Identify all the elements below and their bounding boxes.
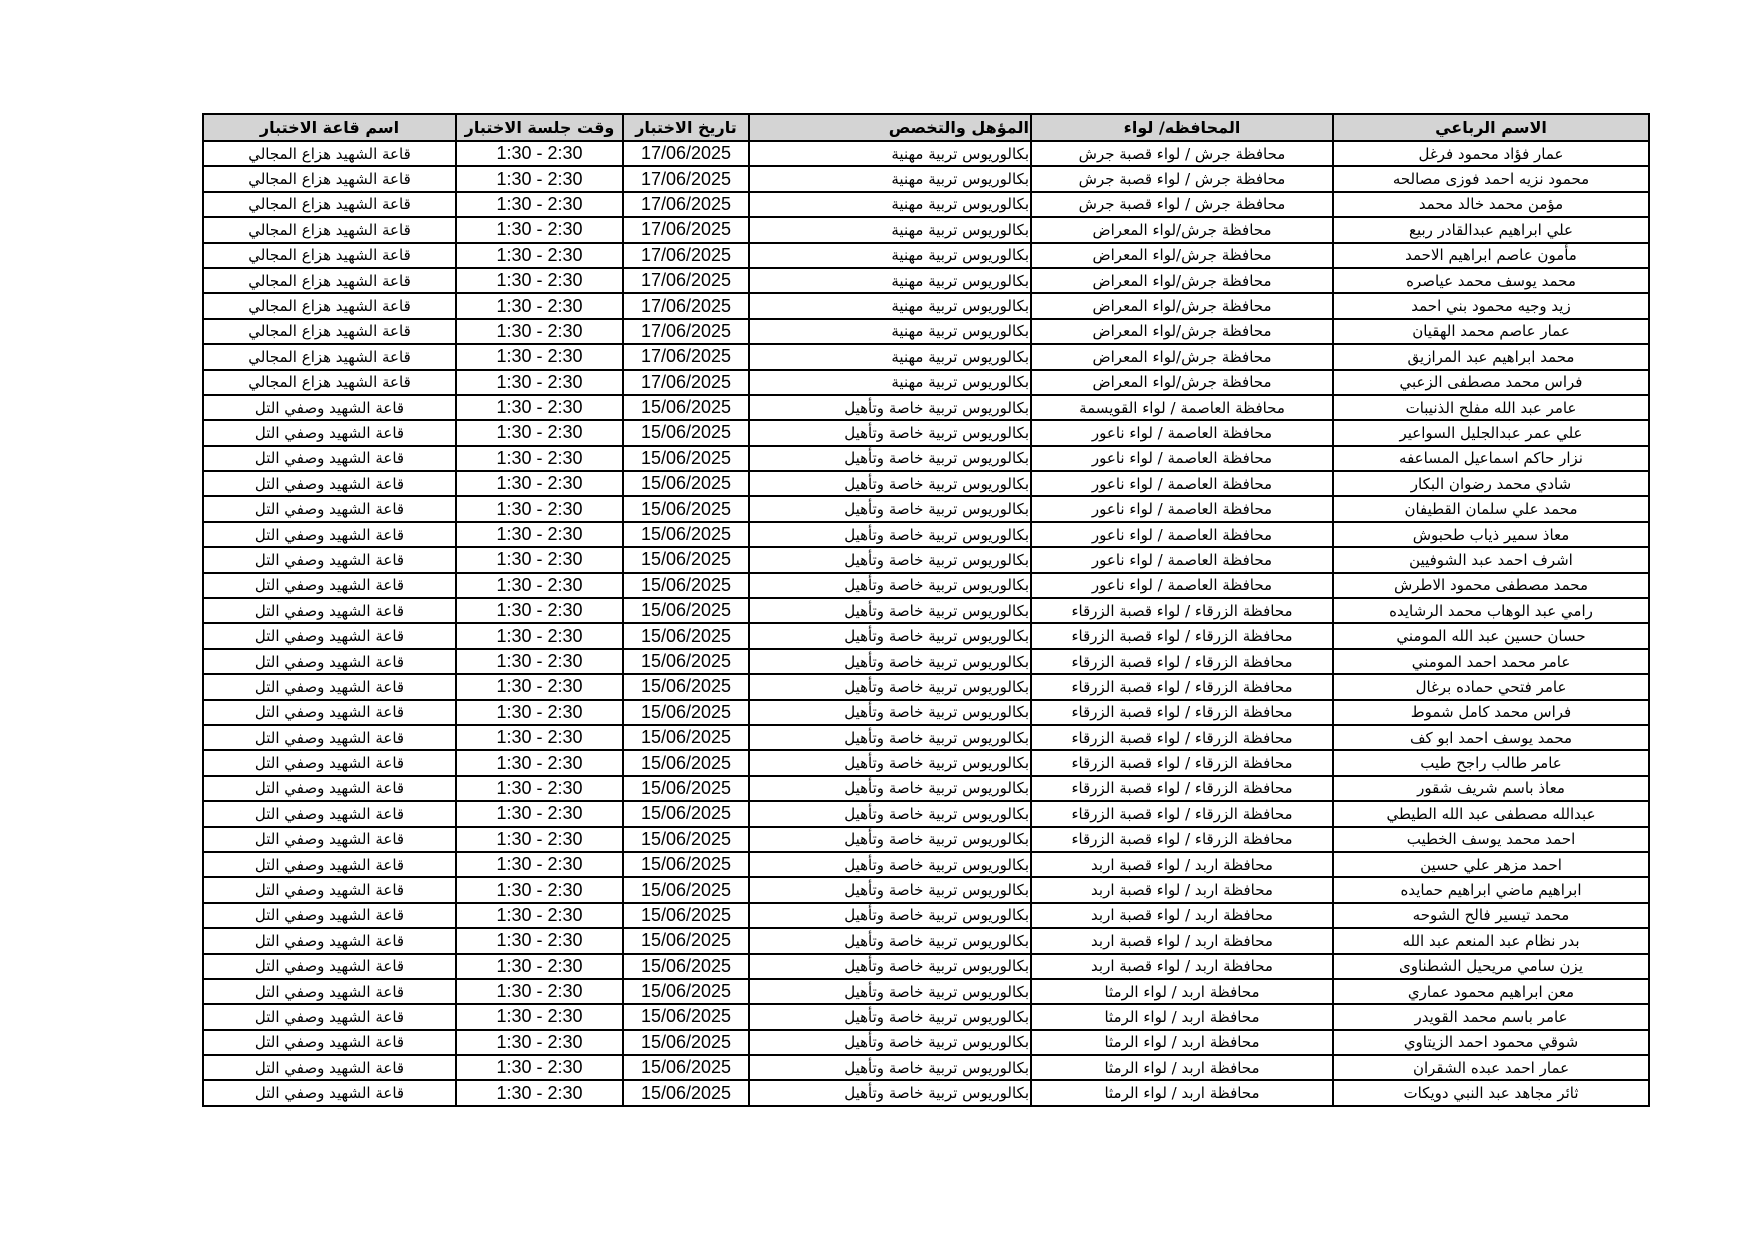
cell-name: معن ابراهيم محمود عماري (1333, 979, 1649, 1004)
column-header-date: تاريخ الاختبار (623, 114, 749, 141)
cell-date: 17/06/2025 (623, 192, 749, 217)
cell-governorate: محافظة جرش/لواء المعراض (1031, 243, 1333, 268)
table-body (203, 141, 1649, 1106)
table-row (203, 573, 1649, 598)
cell-name: نزار حاكم اسماعيل المساعفه (1333, 446, 1649, 471)
cell-governorate: محافظة اربد / لواء قصبة اربد (1031, 903, 1333, 928)
cell-date: 15/06/2025 (623, 623, 749, 648)
cell-date: 17/06/2025 (623, 370, 749, 395)
cell-time: 1:30 - 2:30 (456, 446, 623, 471)
cell-qualification: بكالوريوس تربية خاصة وتأهيل (749, 547, 1031, 572)
cell-governorate: محافظة اربد / لواء قصبة اربد (1031, 852, 1333, 877)
cell-qualification: بكالوريوس تربية خاصة وتأهيل (749, 573, 1031, 598)
cell-date: 15/06/2025 (623, 877, 749, 902)
cell-hall: قاعة الشهيد هزاع المجالي (203, 141, 456, 166)
table-row (203, 370, 1649, 395)
cell-hall: قاعة الشهيد وصفي التل (203, 877, 456, 902)
cell-date: 15/06/2025 (623, 496, 749, 521)
cell-hall: قاعة الشهيد وصفي التل (203, 801, 456, 826)
cell-hall: قاعة الشهيد وصفي التل (203, 979, 456, 1004)
cell-name: عامر باسم محمد القويدر (1333, 1004, 1649, 1029)
cell-hall: قاعة الشهيد هزاع المجالي (203, 319, 456, 344)
table-row (203, 395, 1649, 420)
cell-hall: قاعة الشهيد وصفي التل (203, 446, 456, 471)
cell-date: 17/06/2025 (623, 319, 749, 344)
cell-date: 15/06/2025 (623, 471, 749, 496)
cell-hall: قاعة الشهيد وصفي التل (203, 903, 456, 928)
table-row (203, 166, 1649, 191)
cell-qualification: بكالوريوس تربية مهنية (749, 192, 1031, 217)
cell-governorate: محافظة الزرقاء / لواء قصبة الزرقاء (1031, 750, 1333, 775)
cell-name: محمد ابراهيم عبد المرازيق (1333, 344, 1649, 369)
table-row (203, 954, 1649, 979)
cell-date: 15/06/2025 (623, 395, 749, 420)
cell-name: محمد يوسف محمد عياصره (1333, 268, 1649, 293)
cell-time: 1:30 - 2:30 (456, 827, 623, 852)
cell-governorate: محافظة جرش/لواء المعراض (1031, 370, 1333, 395)
cell-qualification: بكالوريوس تربية مهنية (749, 141, 1031, 166)
cell-qualification: بكالوريوس تربية خاصة وتأهيل (749, 725, 1031, 750)
cell-qualification: بكالوريوس تربية خاصة وتأهيل (749, 827, 1031, 852)
cell-qualification: بكالوريوس تربية مهنية (749, 243, 1031, 268)
cell-date: 15/06/2025 (623, 928, 749, 953)
cell-governorate: محافظة الزرقاء / لواء قصبة الزرقاء (1031, 674, 1333, 699)
cell-governorate: محافظة الزرقاء / لواء قصبة الزرقاء (1031, 623, 1333, 648)
cell-hall: قاعة الشهيد وصفي التل (203, 776, 456, 801)
cell-hall: قاعة الشهيد وصفي التل (203, 547, 456, 572)
table-row (203, 801, 1649, 826)
cell-name: فراس محمد مصطفى الزعبي (1333, 370, 1649, 395)
cell-name: عبدالله مصطفى عبد الله الطيطي (1333, 801, 1649, 826)
table-row (203, 877, 1649, 902)
cell-name: بدر نظام عبد المنعم عبد الله (1333, 928, 1649, 953)
table-row (203, 623, 1649, 648)
cell-qualification: بكالوريوس تربية خاصة وتأهيل (749, 1004, 1031, 1029)
cell-qualification: بكالوريوس تربية خاصة وتأهيل (749, 1055, 1031, 1080)
cell-hall: قاعة الشهيد وصفي التل (203, 573, 456, 598)
table-row (203, 700, 1649, 725)
cell-time: 1:30 - 2:30 (456, 420, 623, 445)
cell-hall: قاعة الشهيد وصفي التل (203, 954, 456, 979)
table-row (203, 268, 1649, 293)
cell-name: ابراهيم ماضي ابراهيم حمايده (1333, 877, 1649, 902)
cell-hall: قاعة الشهيد وصفي التل (203, 471, 456, 496)
cell-hall: قاعة الشهيد وصفي التل (203, 598, 456, 623)
cell-hall: قاعة الشهيد وصفي التل (203, 852, 456, 877)
cell-hall: قاعة الشهيد هزاع المجالي (203, 243, 456, 268)
cell-governorate: محافظة الزرقاء / لواء قصبة الزرقاء (1031, 776, 1333, 801)
cell-date: 15/06/2025 (623, 1030, 749, 1055)
cell-name: اشرف احمد عبد الشوفيين (1333, 547, 1649, 572)
cell-qualification: بكالوريوس تربية خاصة وتأهيل (749, 674, 1031, 699)
cell-date: 15/06/2025 (623, 725, 749, 750)
cell-name: فراس محمد كامل شموط (1333, 700, 1649, 725)
cell-governorate: محافظة اربد / لواء الرمثا (1031, 1080, 1333, 1106)
cell-date: 15/06/2025 (623, 573, 749, 598)
cell-time: 1:30 - 2:30 (456, 344, 623, 369)
cell-governorate: محافظة العاصمة / لواء ناعور (1031, 420, 1333, 445)
cell-name: محمد تيسير فالح الشوحه (1333, 903, 1649, 928)
cell-name: علي عمر عبدالجليل السواعير (1333, 420, 1649, 445)
table-row (203, 344, 1649, 369)
cell-hall: قاعة الشهيد وصفي التل (203, 725, 456, 750)
cell-hall: قاعة الشهيد وصفي التل (203, 522, 456, 547)
cell-name: عمار فؤاد محمود فرغل (1333, 141, 1649, 166)
cell-name: محمد يوسف احمد ابو كف (1333, 725, 1649, 750)
cell-date: 17/06/2025 (623, 344, 749, 369)
table-row (203, 446, 1649, 471)
cell-hall: قاعة الشهيد وصفي التل (203, 420, 456, 445)
column-header-hall: اسم قاعة الاختبار (203, 114, 456, 141)
cell-time: 1:30 - 2:30 (456, 776, 623, 801)
table-row (203, 1055, 1649, 1080)
cell-time: 1:30 - 2:30 (456, 598, 623, 623)
cell-governorate: محافظة العاصمة / لواء ناعور (1031, 446, 1333, 471)
cell-governorate: محافظة اربد / لواء قصبة اربد (1031, 877, 1333, 902)
cell-name: زيد وجيه محمود بني احمد (1333, 293, 1649, 318)
cell-qualification: بكالوريوس تربية خاصة وتأهيل (749, 598, 1031, 623)
cell-hall: قاعة الشهيد هزاع المجالي (203, 344, 456, 369)
cell-governorate: محافظة اربد / لواء قصبة اربد (1031, 928, 1333, 953)
table-row (203, 293, 1649, 318)
cell-name: معاذ سمير ذياب طحبوش (1333, 522, 1649, 547)
cell-name: ثائر مجاهد عبد النبي دويكات (1333, 1080, 1649, 1106)
table-row (203, 496, 1649, 521)
column-header-governorate: المحافظه/ لواء (1031, 114, 1333, 141)
cell-governorate: محافظة العاصمة / لواء ناعور (1031, 496, 1333, 521)
cell-hall: قاعة الشهيد وصفي التل (203, 750, 456, 775)
cell-name: مؤمن محمد خالد محمد (1333, 192, 1649, 217)
cell-time: 1:30 - 2:30 (456, 700, 623, 725)
cell-hall: قاعة الشهيد وصفي التل (203, 827, 456, 852)
cell-qualification: بكالوريوس تربية خاصة وتأهيل (749, 954, 1031, 979)
cell-governorate: محافظة الزرقاء / لواء قصبة الزرقاء (1031, 801, 1333, 826)
cell-governorate: محافظة الزرقاء / لواء قصبة الزرقاء (1031, 700, 1333, 725)
cell-hall: قاعة الشهيد وصفي التل (203, 496, 456, 521)
cell-qualification: بكالوريوس تربية خاصة وتأهيل (749, 928, 1031, 953)
cell-qualification: بكالوريوس تربية خاصة وتأهيل (749, 496, 1031, 521)
cell-hall: قاعة الشهيد وصفي التل (203, 1080, 456, 1106)
cell-qualification: بكالوريوس تربية خاصة وتأهيل (749, 446, 1031, 471)
cell-name: محمد مصطفى محمود الاطرش (1333, 573, 1649, 598)
cell-qualification: بكالوريوس تربية خاصة وتأهيل (749, 903, 1031, 928)
cell-qualification: بكالوريوس تربية خاصة وتأهيل (749, 623, 1031, 648)
cell-date: 15/06/2025 (623, 1004, 749, 1029)
cell-hall: قاعة الشهيد وصفي التل (203, 928, 456, 953)
cell-time: 1:30 - 2:30 (456, 573, 623, 598)
cell-name: حسان حسين عبد الله المومني (1333, 623, 1649, 648)
table-row (203, 776, 1649, 801)
cell-qualification: بكالوريوس تربية خاصة وتأهيل (749, 979, 1031, 1004)
table-row (203, 1030, 1649, 1055)
cell-qualification: بكالوريوس تربية خاصة وتأهيل (749, 1030, 1031, 1055)
cell-name: عمار عاصم محمد الهقيان (1333, 319, 1649, 344)
cell-hall: قاعة الشهيد وصفي التل (203, 1030, 456, 1055)
cell-name: احمد مزهر علي حسين (1333, 852, 1649, 877)
column-header-time: وقت جلسة الاختبار (456, 114, 623, 141)
cell-hall: قاعة الشهيد هزاع المجالي (203, 217, 456, 242)
cell-hall: قاعة الشهيد وصفي التل (203, 1004, 456, 1029)
cell-hall: قاعة الشهيد وصفي التل (203, 700, 456, 725)
cell-name: عامر محمد احمد المومني (1333, 649, 1649, 674)
cell-governorate: محافظة جرش/لواء المعراض (1031, 268, 1333, 293)
cell-name: شوقي محمود احمد الزيتاوي (1333, 1030, 1649, 1055)
cell-name: رامي عبد الوهاب محمد الرشايده (1333, 598, 1649, 623)
cell-qualification: بكالوريوس تربية مهنية (749, 293, 1031, 318)
table-row (203, 928, 1649, 953)
cell-governorate: محافظة جرش/لواء المعراض (1031, 293, 1333, 318)
cell-governorate: محافظة جرش/لواء المعراض (1031, 344, 1333, 369)
cell-time: 1:30 - 2:30 (456, 903, 623, 928)
table-row (203, 903, 1649, 928)
cell-date: 15/06/2025 (623, 700, 749, 725)
cell-time: 1:30 - 2:30 (456, 979, 623, 1004)
cell-qualification: بكالوريوس تربية مهنية (749, 166, 1031, 191)
header-row (203, 114, 1649, 141)
cell-governorate: محافظة جرش / لواء قصبة جرش (1031, 166, 1333, 191)
cell-time: 1:30 - 2:30 (456, 928, 623, 953)
cell-name: عامر عبد الله مفلح الذنيبات (1333, 395, 1649, 420)
cell-time: 1:30 - 2:30 (456, 319, 623, 344)
table-row (203, 522, 1649, 547)
cell-name: عامر طالب راجح طيب (1333, 750, 1649, 775)
cell-qualification: بكالوريوس تربية خاصة وتأهيل (749, 801, 1031, 826)
cell-qualification: بكالوريوس تربية خاصة وتأهيل (749, 649, 1031, 674)
column-header-name: الاسم الرباعي (1333, 114, 1649, 141)
cell-date: 15/06/2025 (623, 750, 749, 775)
cell-date: 15/06/2025 (623, 446, 749, 471)
table-row (203, 217, 1649, 242)
cell-qualification: بكالوريوس تربية خاصة وتأهيل (749, 471, 1031, 496)
cell-time: 1:30 - 2:30 (456, 877, 623, 902)
cell-time: 1:30 - 2:30 (456, 217, 623, 242)
cell-governorate: محافظة الزرقاء / لواء قصبة الزرقاء (1031, 725, 1333, 750)
cell-qualification: بكالوريوس تربية خاصة وتأهيل (749, 750, 1031, 775)
cell-date: 15/06/2025 (623, 852, 749, 877)
cell-date: 15/06/2025 (623, 522, 749, 547)
cell-name: عامر فتحي حماده برغال (1333, 674, 1649, 699)
cell-time: 1:30 - 2:30 (456, 166, 623, 191)
cell-qualification: بكالوريوس تربية مهنية (749, 344, 1031, 369)
table-row (203, 852, 1649, 877)
table-row (203, 979, 1649, 1004)
cell-date: 15/06/2025 (623, 547, 749, 572)
cell-time: 1:30 - 2:30 (456, 141, 623, 166)
cell-time: 1:30 - 2:30 (456, 370, 623, 395)
cell-name: محمد علي سلمان القطيفان (1333, 496, 1649, 521)
cell-name: مأمون عاصم ابراهيم الاحمد (1333, 243, 1649, 268)
cell-time: 1:30 - 2:30 (456, 954, 623, 979)
cell-hall: قاعة الشهيد وصفي التل (203, 395, 456, 420)
table-row (203, 471, 1649, 496)
cell-governorate: محافظة الزرقاء / لواء قصبة الزرقاء (1031, 598, 1333, 623)
cell-time: 1:30 - 2:30 (456, 649, 623, 674)
cell-governorate: محافظة اربد / لواء قصبة اربد (1031, 954, 1333, 979)
table-row (203, 598, 1649, 623)
cell-time: 1:30 - 2:30 (456, 547, 623, 572)
cell-date: 17/06/2025 (623, 141, 749, 166)
cell-date: 15/06/2025 (623, 674, 749, 699)
cell-time: 1:30 - 2:30 (456, 243, 623, 268)
cell-governorate: محافظة الزرقاء / لواء قصبة الزرقاء (1031, 827, 1333, 852)
cell-hall: قاعة الشهيد هزاع المجالي (203, 192, 456, 217)
cell-name: محمود نزيه احمد فوزى مصالحه (1333, 166, 1649, 191)
cell-date: 15/06/2025 (623, 954, 749, 979)
cell-time: 1:30 - 2:30 (456, 471, 623, 496)
cell-date: 15/06/2025 (623, 827, 749, 852)
column-header-qualification: المؤهل والتخصص (749, 114, 1031, 141)
table-row (203, 674, 1649, 699)
cell-qualification: بكالوريوس تربية خاصة وتأهيل (749, 1080, 1031, 1106)
cell-hall: قاعة الشهيد هزاع المجالي (203, 166, 456, 191)
cell-governorate: محافظة العاصمة / لواء ناعور (1031, 522, 1333, 547)
cell-date: 15/06/2025 (623, 979, 749, 1004)
cell-name: احمد محمد يوسف الخطيب (1333, 827, 1649, 852)
cell-time: 1:30 - 2:30 (456, 801, 623, 826)
cell-time: 1:30 - 2:30 (456, 725, 623, 750)
table-row (203, 420, 1649, 445)
cell-time: 1:30 - 2:30 (456, 522, 623, 547)
cell-governorate: محافظة جرش / لواء قصبة جرش (1031, 192, 1333, 217)
cell-governorate: محافظة العاصمة / لواء ناعور (1031, 547, 1333, 572)
cell-name: يزن سامي مريحيل الشطناوى (1333, 954, 1649, 979)
table-row (203, 1080, 1649, 1106)
cell-qualification: بكالوريوس تربية خاصة وتأهيل (749, 420, 1031, 445)
cell-qualification: بكالوريوس تربية مهنية (749, 319, 1031, 344)
cell-name: عمار احمد عبده الشقران (1333, 1055, 1649, 1080)
cell-governorate: محافظة اربد / لواء الرمثا (1031, 1030, 1333, 1055)
cell-governorate: محافظة العاصمة / لواء ناعور (1031, 573, 1333, 598)
cell-qualification: بكالوريوس تربية خاصة وتأهيل (749, 877, 1031, 902)
cell-time: 1:30 - 2:30 (456, 496, 623, 521)
table-row (203, 725, 1649, 750)
cell-time: 1:30 - 2:30 (456, 1080, 623, 1106)
cell-governorate: محافظة جرش/لواء المعراض (1031, 217, 1333, 242)
cell-time: 1:30 - 2:30 (456, 1055, 623, 1080)
cell-qualification: بكالوريوس تربية مهنية (749, 370, 1031, 395)
cell-time: 1:30 - 2:30 (456, 1004, 623, 1029)
cell-hall: قاعة الشهيد هزاع المجالي (203, 293, 456, 318)
cell-governorate: محافظة العاصمة / لواء ناعور (1031, 471, 1333, 496)
cell-qualification: بكالوريوس تربية مهنية (749, 217, 1031, 242)
cell-date: 17/06/2025 (623, 293, 749, 318)
cell-hall: قاعة الشهيد وصفي التل (203, 623, 456, 648)
cell-qualification: بكالوريوس تربية خاصة وتأهيل (749, 700, 1031, 725)
cell-date: 15/06/2025 (623, 1080, 749, 1106)
cell-qualification: بكالوريوس تربية خاصة وتأهيل (749, 522, 1031, 547)
cell-hall: قاعة الشهيد وصفي التل (203, 674, 456, 699)
cell-date: 15/06/2025 (623, 903, 749, 928)
cell-qualification: بكالوريوس تربية خاصة وتأهيل (749, 852, 1031, 877)
cell-name: شادي محمد رضوان البكار (1333, 471, 1649, 496)
cell-date: 15/06/2025 (623, 801, 749, 826)
table-row (203, 1004, 1649, 1029)
cell-time: 1:30 - 2:30 (456, 192, 623, 217)
cell-time: 1:30 - 2:30 (456, 395, 623, 420)
cell-name: معاذ باسم شريف شقور (1333, 776, 1649, 801)
cell-hall: قاعة الشهيد وصفي التل (203, 649, 456, 674)
cell-qualification: بكالوريوس تربية خاصة وتأهيل (749, 776, 1031, 801)
cell-hall: قاعة الشهيد هزاع المجالي (203, 370, 456, 395)
cell-governorate: محافظة اربد / لواء الرمثا (1031, 1004, 1333, 1029)
cell-governorate: محافظة اربد / لواء الرمثا (1031, 979, 1333, 1004)
cell-time: 1:30 - 2:30 (456, 1030, 623, 1055)
cell-qualification: بكالوريوس تربية خاصة وتأهيل (749, 395, 1031, 420)
cell-name: علي ابراهيم عبدالقادر ربيع (1333, 217, 1649, 242)
cell-time: 1:30 - 2:30 (456, 293, 623, 318)
cell-time: 1:30 - 2:30 (456, 852, 623, 877)
cell-date: 17/06/2025 (623, 268, 749, 293)
cell-time: 1:30 - 2:30 (456, 750, 623, 775)
cell-hall: قاعة الشهيد وصفي التل (203, 1055, 456, 1080)
cell-date: 17/06/2025 (623, 243, 749, 268)
cell-date: 15/06/2025 (623, 420, 749, 445)
cell-date: 15/06/2025 (623, 649, 749, 674)
cell-governorate: محافظة جرش/لواء المعراض (1031, 319, 1333, 344)
cell-governorate: محافظة الزرقاء / لواء قصبة الزرقاء (1031, 649, 1333, 674)
cell-governorate: محافظة العاصمة / لواء القويسمة (1031, 395, 1333, 420)
exam-schedule-table (202, 113, 1650, 1107)
cell-date: 15/06/2025 (623, 1055, 749, 1080)
cell-time: 1:30 - 2:30 (456, 623, 623, 648)
table-row (203, 192, 1649, 217)
cell-date: 15/06/2025 (623, 598, 749, 623)
cell-date: 17/06/2025 (623, 166, 749, 191)
table-row (203, 319, 1649, 344)
cell-hall: قاعة الشهيد هزاع المجالي (203, 268, 456, 293)
cell-time: 1:30 - 2:30 (456, 674, 623, 699)
table-row (203, 750, 1649, 775)
cell-date: 15/06/2025 (623, 776, 749, 801)
table-row (203, 141, 1649, 166)
cell-governorate: محافظة جرش / لواء قصبة جرش (1031, 141, 1333, 166)
table-row (203, 827, 1649, 852)
cell-date: 17/06/2025 (623, 217, 749, 242)
table-row (203, 649, 1649, 674)
table-row (203, 547, 1649, 572)
cell-governorate: محافظة اربد / لواء الرمثا (1031, 1055, 1333, 1080)
cell-qualification: بكالوريوس تربية مهنية (749, 268, 1031, 293)
table-row (203, 243, 1649, 268)
cell-time: 1:30 - 2:30 (456, 268, 623, 293)
